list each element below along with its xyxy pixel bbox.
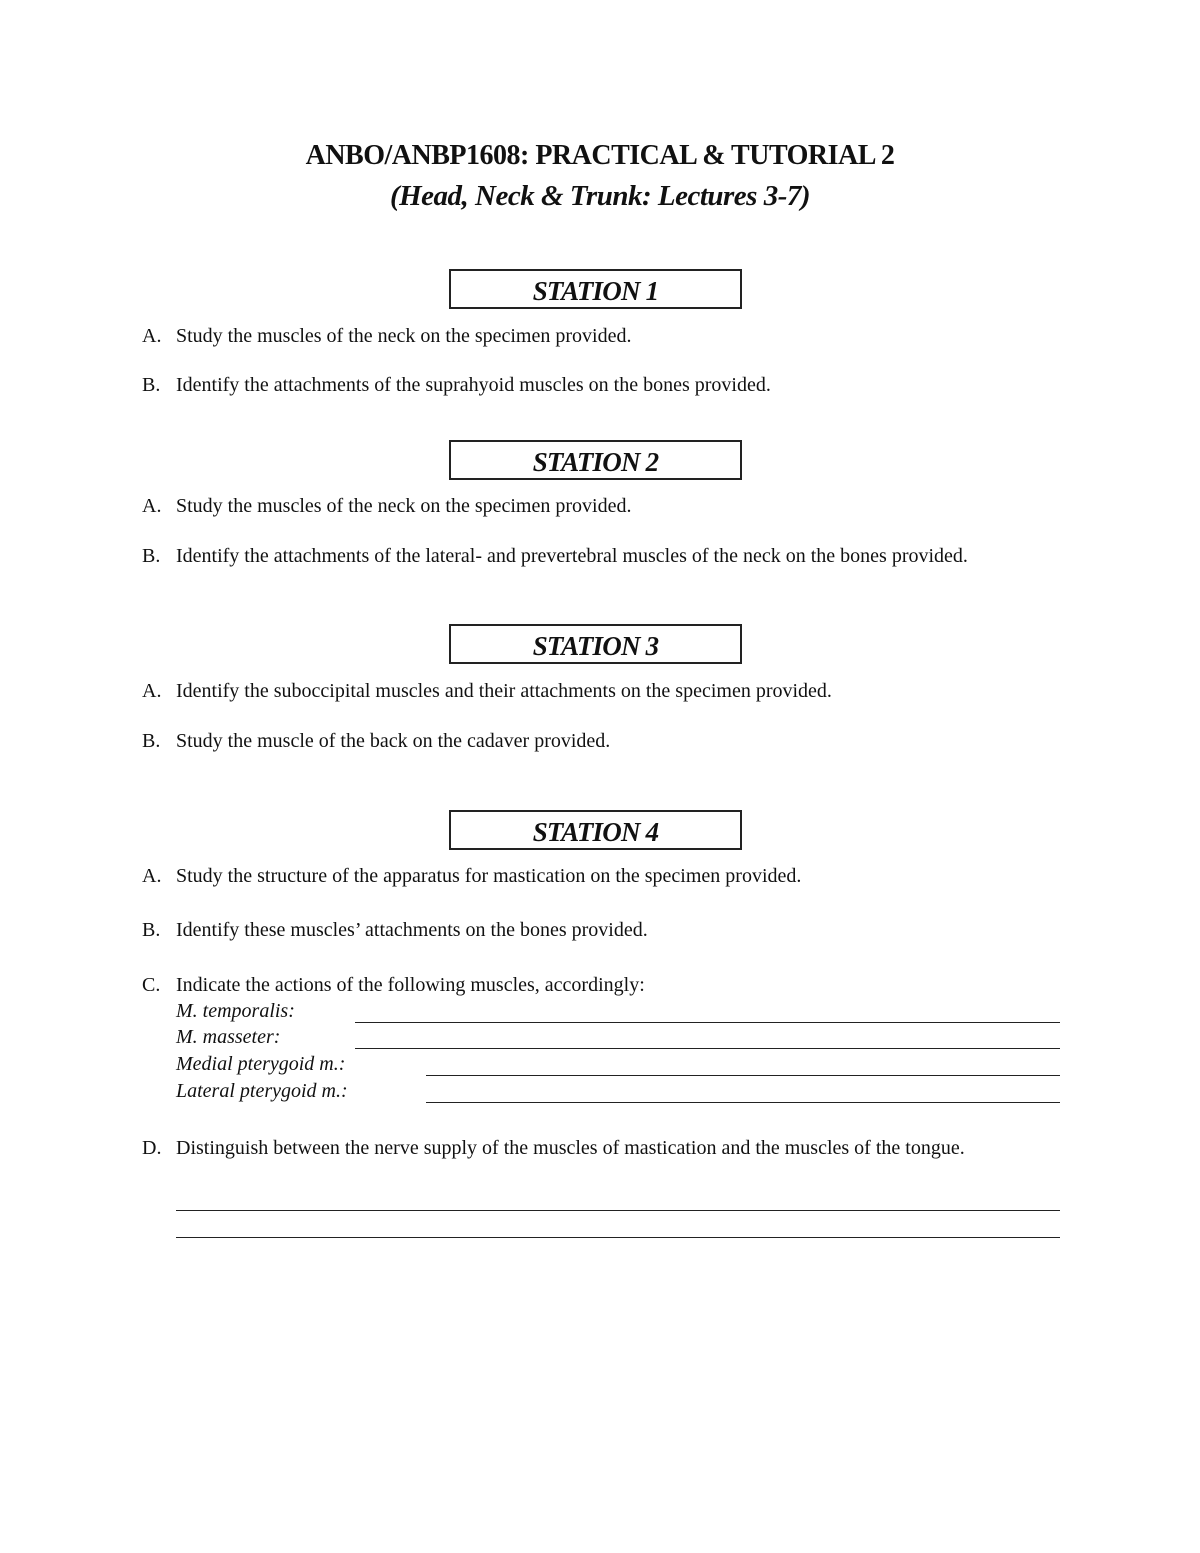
item-text: Identify the suboccipital muscles and their attachments on the specimen provided.	[176, 680, 832, 702]
item-text: Study the muscles of the neck on the specimen provided.	[176, 325, 632, 347]
item-text: Indicate the actions of the following muscles, accordingly:	[176, 974, 645, 996]
muscle-label: M. temporalis:	[176, 1000, 295, 1022]
item-letter: A.	[142, 865, 162, 887]
muscle-label: Medial pterygoid m.:	[176, 1053, 346, 1075]
item-text: Study the structure of the apparatus for mastication on the specimen provided.	[176, 865, 802, 887]
muscle-action-row-medial-pterygoid	[176, 1053, 1060, 1079]
answer-line[interactable]	[176, 1237, 1060, 1238]
item-letter: B.	[142, 374, 161, 396]
muscle-label: Lateral pterygoid m.:	[176, 1080, 348, 1102]
station-3-heading: STATION 3	[449, 624, 742, 664]
item-text: Study the muscles of the neck on the specimen provided.	[176, 495, 632, 517]
station-2-item-a	[142, 493, 1060, 520]
item-text: Identify the attachments of the suprahyoid muscles on the bones provided.	[176, 374, 771, 396]
station-4-heading: STATION 4	[449, 810, 742, 850]
station-2-heading: STATION 2	[449, 440, 742, 480]
station-3-item-b	[142, 728, 1060, 755]
station-2-item-b	[142, 543, 1060, 570]
muscle-action-row-temporalis	[176, 1000, 1060, 1026]
answer-blank[interactable]	[355, 1022, 1060, 1023]
document-title: ANBO/ANBP1608: PRACTICAL & TUTORIAL 2	[305, 140, 895, 171]
answer-blank[interactable]	[426, 1075, 1060, 1076]
item-letter: D.	[142, 1137, 162, 1159]
answer-blank[interactable]	[355, 1048, 1060, 1049]
station-1-item-a	[142, 323, 1060, 350]
station-4-item-a	[142, 863, 1060, 890]
muscle-action-row-lateral-pterygoid	[176, 1080, 1060, 1106]
station-1-item-b	[142, 372, 1060, 399]
item-letter: A.	[142, 495, 162, 517]
item-letter: A.	[142, 680, 162, 702]
item-letter: A.	[142, 325, 162, 347]
item-letter: B.	[142, 730, 161, 752]
item-text: Identify the attachments of the lateral- and prevertebral muscles of the neck on the bones provided.	[176, 545, 968, 567]
document-subtitle: (Head, Neck & Trunk: Lectures 3-7)	[389, 180, 811, 212]
station-4-item-c	[142, 972, 1060, 999]
station-4-item-d	[142, 1135, 1060, 1162]
answer-line[interactable]	[176, 1210, 1060, 1211]
answer-blank[interactable]	[426, 1102, 1060, 1103]
item-text: Distinguish between the nerve supply of the muscles of mastication and the muscles of the tongue.	[176, 1137, 965, 1159]
muscle-action-row-masseter	[176, 1026, 1060, 1052]
item-letter: B.	[142, 919, 161, 941]
item-text: Identify these muscles’ attachments on the bones provided.	[176, 919, 648, 941]
item-letter: B.	[142, 545, 161, 567]
muscle-label: M. masseter:	[176, 1026, 281, 1048]
station-1-heading: STATION 1	[449, 269, 742, 309]
item-text: Study the muscle of the back on the cadaver provided.	[176, 730, 611, 752]
item-letter: C.	[142, 974, 161, 996]
station-3-item-a	[142, 678, 1060, 705]
station-4-item-b	[142, 917, 1060, 944]
